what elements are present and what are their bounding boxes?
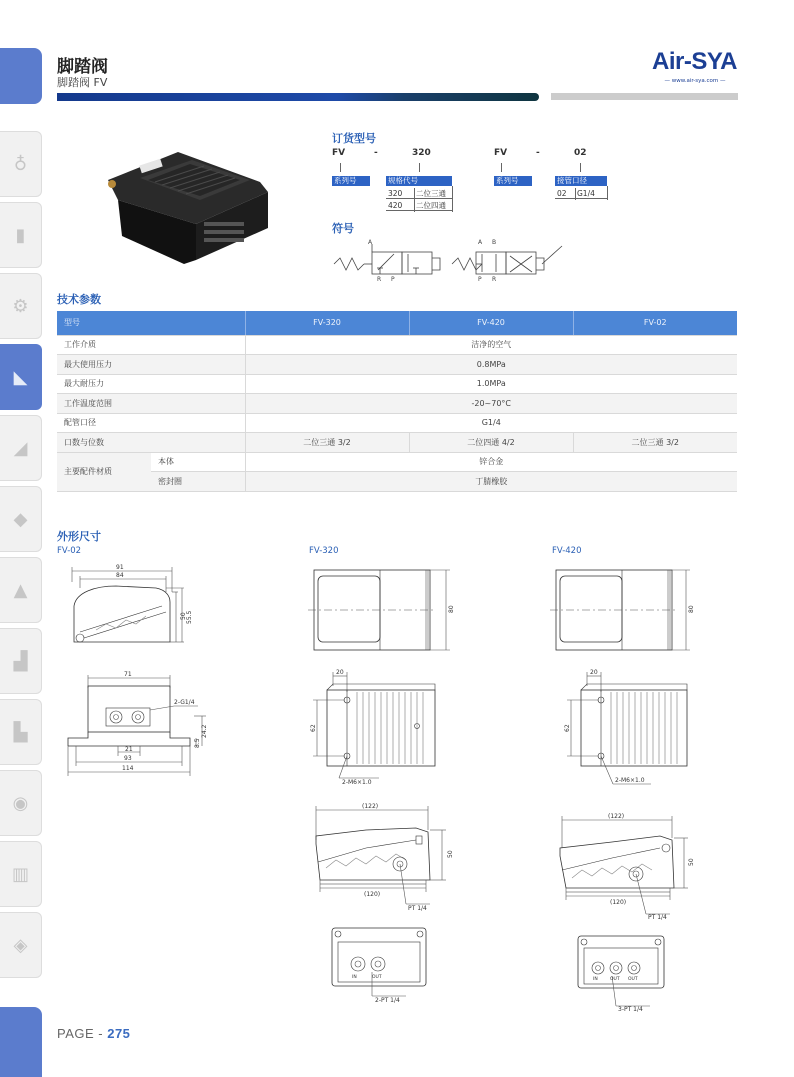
symbol-4-2-valve [450, 236, 570, 284]
dim-value: 55.5 [186, 610, 193, 624]
port-label-in: IN [593, 977, 598, 982]
dim-callout: 2-M6×1.0 [342, 779, 372, 786]
page-title: 脚踏阀 [57, 57, 108, 77]
spec-value: -20~70°C [245, 394, 737, 414]
order-left-code-label: 规格代号 [386, 176, 452, 186]
dim-label-fv320: FV-320 [309, 546, 339, 556]
dim-value: 62 [564, 724, 571, 732]
cylinder-body-icon: ▙ [13, 721, 28, 743]
port-label-in: IN [352, 975, 357, 980]
elbow-fitting-icon: ◉ [12, 792, 29, 814]
spec-label: 配管口径 [57, 413, 245, 433]
page-subtitle: 脚踏阀 FV [57, 76, 108, 89]
dim-value: 62 [310, 724, 317, 732]
spec-value: G1/4 [245, 413, 737, 433]
order-left-row-code: 420 [386, 200, 414, 211]
spec-label: 口数与位数 [57, 433, 245, 453]
order-left-sep [414, 188, 415, 212]
order-tick [340, 163, 341, 172]
page-prefix: PAGE - [57, 1026, 108, 1041]
dim-value: 71 [124, 671, 132, 678]
brand-logo: Air-SYA [652, 48, 737, 75]
spec-label: 最大耐压力 [57, 374, 245, 394]
header-bar-gray [551, 93, 738, 100]
spec-row [57, 355, 737, 375]
dim-callout: PT 1/4 [408, 905, 427, 912]
order-left-series-label: 系列号 [332, 176, 370, 186]
order-left-row-code: 320 [386, 188, 414, 199]
spec-row [57, 374, 737, 394]
order-right-series: FV [494, 148, 508, 158]
spec-value: 丁腈橡胶 [245, 472, 737, 492]
solenoid-icon: ▟ [13, 650, 28, 672]
spec-sublabel: 本体 [151, 452, 245, 472]
side-tab[interactable] [0, 273, 42, 339]
dim-callout: 2-PT 1/4 [375, 997, 400, 1004]
spec-table [57, 311, 737, 492]
side-tab[interactable] [0, 557, 42, 623]
valve-fitting-icon: ⚙ [12, 295, 29, 317]
dimensions-heading: 外形尺寸 [57, 530, 101, 543]
spec-col-header: FV-420 [409, 311, 573, 335]
fv420-top-drawing [550, 566, 700, 656]
order-tick [580, 163, 581, 172]
dim-value: 93 [124, 755, 132, 762]
dim-value: (122) [362, 803, 379, 810]
dim-value: 80 [688, 605, 695, 613]
side-tab-top [0, 48, 42, 104]
side-tab[interactable] [0, 486, 42, 552]
order-right-code-label: 接管口径 [555, 176, 607, 186]
spec-label: 主要配件材质 [57, 452, 151, 491]
fv02-side-drawing [66, 562, 206, 658]
cylinder-filter-icon: ▮ [15, 224, 26, 246]
spec-row [57, 413, 737, 433]
side-tab[interactable] [0, 699, 42, 765]
dim-value: 20 [336, 669, 344, 676]
spec-row [57, 335, 737, 355]
order-right-sep [575, 188, 576, 200]
symbol-3-2-valve [332, 236, 442, 284]
dim-callout: 2-M6×1.0 [615, 777, 645, 784]
symbol-port-a: A [478, 239, 483, 246]
spec-row [57, 394, 737, 414]
symbol-port-r: R [377, 276, 382, 283]
order-left-sep [452, 186, 453, 212]
dim-value: 50 [180, 612, 187, 620]
symbol-port-r: R [492, 276, 497, 283]
fv320-base-drawing [305, 666, 455, 790]
order-tick [501, 163, 502, 172]
order-left-series: FV [332, 148, 346, 158]
spec-col-header: FV-320 [245, 311, 409, 335]
dim-value: 80 [448, 605, 455, 613]
order-right-series-label: 系列号 [494, 176, 532, 186]
symbol-heading: 符号 [332, 222, 354, 235]
side-tab[interactable] [0, 628, 42, 694]
spec-row [57, 472, 737, 492]
spec-row [57, 433, 737, 453]
fv420-base-drawing [555, 666, 705, 790]
side-tab[interactable] [0, 770, 42, 836]
side-tab[interactable] [0, 415, 42, 481]
dim-callout: 3-PT 1/4 [618, 1006, 643, 1013]
fv320-side-drawing [306, 800, 456, 910]
symbol-port-a: A [368, 239, 373, 246]
dim-value: 21 [125, 746, 133, 753]
order-right-dash: - [536, 148, 540, 158]
side-tab[interactable] [0, 131, 42, 197]
silencer-icon: ▥ [11, 863, 29, 885]
spec-label: 工作温度范围 [57, 394, 245, 414]
dim-value: 20 [590, 669, 598, 676]
page-number [57, 1026, 130, 1041]
order-left-row-desc: 二位四通 [414, 200, 452, 211]
symbol-port-p: P [391, 276, 395, 283]
foot-valve-icon: ◣ [13, 366, 28, 388]
dim-value: 50 [447, 850, 454, 858]
side-tab[interactable] [0, 912, 42, 978]
hand-valve-icon: ◢ [13, 437, 28, 459]
spec-value: 1.0MPa [245, 374, 737, 394]
dim-value: 8.5 [194, 738, 201, 748]
dim-value: (120) [610, 899, 627, 906]
symbol-port-p: P [478, 276, 482, 283]
dim-value: 24.2 [201, 724, 208, 738]
spec-value: 0.8MPa [245, 355, 737, 375]
spec-col-header: FV-02 [573, 311, 737, 335]
port-label-out: OUT [372, 975, 382, 980]
spec-label: 最大使用压力 [57, 355, 245, 375]
order-left-code: 320 [412, 148, 431, 158]
page-value: 275 [107, 1026, 131, 1041]
spec-sublabel: 密封圈 [151, 472, 245, 492]
dim-value: 114 [122, 765, 134, 772]
order-right-row-code: 02 [555, 188, 575, 199]
port-label-out: OUT [628, 977, 638, 982]
spec-col-header: 型号 [57, 311, 245, 335]
spec-row [57, 452, 737, 472]
order-right-sep [607, 186, 608, 200]
spec-value: 二位三通 3/2 [573, 433, 737, 453]
dim-value: 91 [116, 564, 124, 571]
coupler-icon: ◈ [13, 934, 28, 956]
side-tab[interactable] [0, 841, 42, 907]
dim-label-fv420: FV-420 [552, 546, 582, 556]
fv420-side-drawing [552, 808, 702, 920]
fv320-top-drawing [308, 566, 458, 656]
side-tab[interactable] [0, 344, 42, 410]
filter-regulator-icon: ♁ [13, 153, 28, 175]
port-label-out: OUT [610, 977, 620, 982]
side-tab[interactable] [0, 202, 42, 268]
order-right-code: 02 [574, 148, 587, 158]
dim-value: (122) [608, 813, 625, 820]
manifold-icon: ▲ [13, 579, 28, 601]
dim-callout: PT 1/4 [648, 914, 667, 921]
fv320-rear-drawing [328, 922, 438, 1006]
order-left-row-desc: 二位三通 [414, 188, 452, 199]
order-tick [419, 163, 420, 172]
spec-heading: 技术参数 [57, 293, 101, 306]
foot-valve-photo [100, 140, 280, 270]
header-bar [57, 93, 539, 101]
order-right-row-desc: G1/4 [575, 188, 607, 199]
fv420-rear-drawing [574, 930, 684, 1014]
fv02-front-drawing [62, 666, 212, 782]
dim-value: (120) [364, 891, 381, 898]
dim-label-fv02: FV-02 [57, 546, 82, 556]
dim-callout: 2-G1/4 [174, 699, 195, 706]
spec-value: 洁净的空气 [245, 335, 737, 355]
dim-value: 84 [116, 572, 124, 579]
ordering-heading: 订货型号 [332, 132, 376, 145]
symbol-port-b: B [492, 239, 497, 246]
spec-value: 二位三通 3/2 [245, 433, 409, 453]
brand-url: — www.air-sya.com — [664, 78, 726, 84]
dim-value: 50 [688, 858, 695, 866]
spec-value: 锌合金 [245, 452, 737, 472]
side-tab-bottom [0, 1007, 42, 1077]
order-left-dash: - [374, 148, 378, 158]
spec-value: 二位四通 4/2 [409, 433, 573, 453]
spec-label: 工作介质 [57, 335, 245, 355]
block-valve-icon: ◆ [13, 508, 28, 530]
